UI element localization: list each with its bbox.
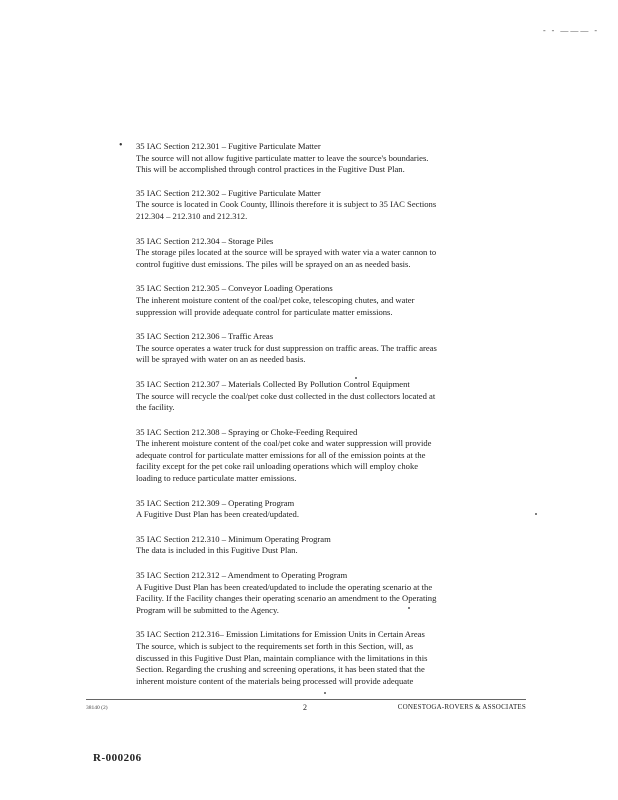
section-body-line: Section. Regarding the crushing and screening operations, it has been stated that the xyxy=(136,664,425,675)
section-heading: 35 IAC Section 212.309 – Operating Program xyxy=(136,497,295,508)
section-body-line: will be sprayed with water on an as needed basis. xyxy=(136,354,306,365)
header-mark: - - ——— - xyxy=(543,26,599,35)
section-body-line: Program will be submitted to the Agency. xyxy=(136,604,279,615)
bullet-mark: • xyxy=(119,140,123,151)
footer-document-number: 38140 (2) xyxy=(86,705,108,711)
section-heading: 35 IAC Section 212.305 – Conveyor Loading Operations xyxy=(136,283,333,294)
section-body-line: The source will not allow fugitive particulate matter to leave the source's boundaries. xyxy=(136,152,429,163)
scan-speck xyxy=(408,607,410,609)
section-heading: 35 IAC Section 212.307 – Materials Collected By Pollution Control Equipment xyxy=(136,378,410,389)
section-body-line: A Fugitive Dust Plan has been created/updated to include the operating scenario at the xyxy=(136,581,433,592)
section-heading: 35 IAC Section 212.301 – Fugitive Particulate Matter xyxy=(136,141,321,151)
regulation-section xyxy=(136,141,524,176)
scan-speck xyxy=(535,513,537,515)
section-body-line: The source, which is subject to the requirements set forth in this Section, will, as xyxy=(136,641,414,651)
regulation-section xyxy=(136,534,524,557)
section-body-line: The inherent moisture content of the coal/pet coke and water suppression will provide xyxy=(136,438,432,449)
regulation-section xyxy=(136,236,524,271)
section-heading: 35 IAC Section 212.302 – Fugitive Particulate Matter xyxy=(136,187,321,198)
footer-page-number: 2 xyxy=(303,703,307,712)
section-body-line: 212.304 – 212.310 and 212.312. xyxy=(136,210,248,221)
section-heading: 35 IAC Section 212.308 – Spraying or Choke-Feeding Required xyxy=(136,426,358,437)
section-body-line: discussed in this Fugitive Dust Plan, maintain compliance with the limitations in this xyxy=(136,652,428,663)
scan-speck xyxy=(324,692,326,694)
regulation-section xyxy=(136,379,524,414)
document-body xyxy=(136,141,524,700)
section-body-line: The data is included in this Fugitive Dust Plan. xyxy=(136,545,298,556)
regulation-section xyxy=(136,331,524,366)
regulation-section xyxy=(136,188,524,223)
section-body-line: The source will recycle the coal/pet coke dust collected in the dust collectors located at xyxy=(136,390,436,401)
regulation-section xyxy=(136,498,524,521)
section-body-line: loading to reduce particulate matter emissions. xyxy=(136,473,297,484)
regulation-section xyxy=(136,629,524,687)
footer-company-name: CONESTOGA-ROVERS & ASSOCIATES xyxy=(397,703,526,711)
scan-speck xyxy=(355,377,357,379)
section-heading: 35 IAC Section 212.316– Emission Limitations for Emission Units in Certain Areas xyxy=(136,629,425,640)
section-body-line: inherent moisture content of the materials being processed will provide adequate xyxy=(136,675,414,686)
section-body-line: suppression will provide adequate control for particulate matter emissions. xyxy=(136,306,393,317)
page-footer xyxy=(86,699,526,714)
regulation-section xyxy=(136,283,524,318)
section-heading: 35 IAC Section 212.306 – Traffic Areas xyxy=(136,331,274,342)
section-body-line: The source is located in Cook County, Illinois therefore it is subject to 35 IAC Sections xyxy=(136,199,437,210)
section-body-line: This will be accomplished through control practices in the Fugitive Dust Plan. xyxy=(136,164,405,175)
section-heading: 35 IAC Section 212.310 – Minimum Operating Program xyxy=(136,533,331,544)
section-body-line: facility except for the pet coke rail unloading operations which will employ choke xyxy=(136,461,419,472)
regulation-section xyxy=(136,427,524,485)
section-body-line: The inherent moisture content of the coal/pet coke, telescoping chutes, and water xyxy=(136,294,415,305)
section-body-line: The source operates a water truck for dust suppression on traffic areas. The traffic areas xyxy=(136,342,437,353)
section-body-line: A Fugitive Dust Plan has been created/updated. xyxy=(136,509,300,520)
section-body-line: control fugitive dust emissions. The piles will be sprayed on an as needed basis. xyxy=(136,258,411,269)
section-heading: 35 IAC Section 212.304 – Storage Piles xyxy=(136,235,274,246)
section-heading: 35 IAC Section 212.312 – Amendment to Operating Program xyxy=(136,570,348,581)
regulation-section xyxy=(136,570,524,616)
section-body-line: The storage piles located at the source will be sprayed with water via a water cannon to xyxy=(136,247,437,258)
section-body-line: Facility. If the Facility changes their operating scenario an amendment to the Operating xyxy=(136,593,437,604)
bates-number: R-000206 xyxy=(93,752,142,764)
section-body-line: the facility. xyxy=(136,402,175,413)
section-body-line: adequate control for particulate matter emissions for all of the emission points at the xyxy=(136,449,426,460)
